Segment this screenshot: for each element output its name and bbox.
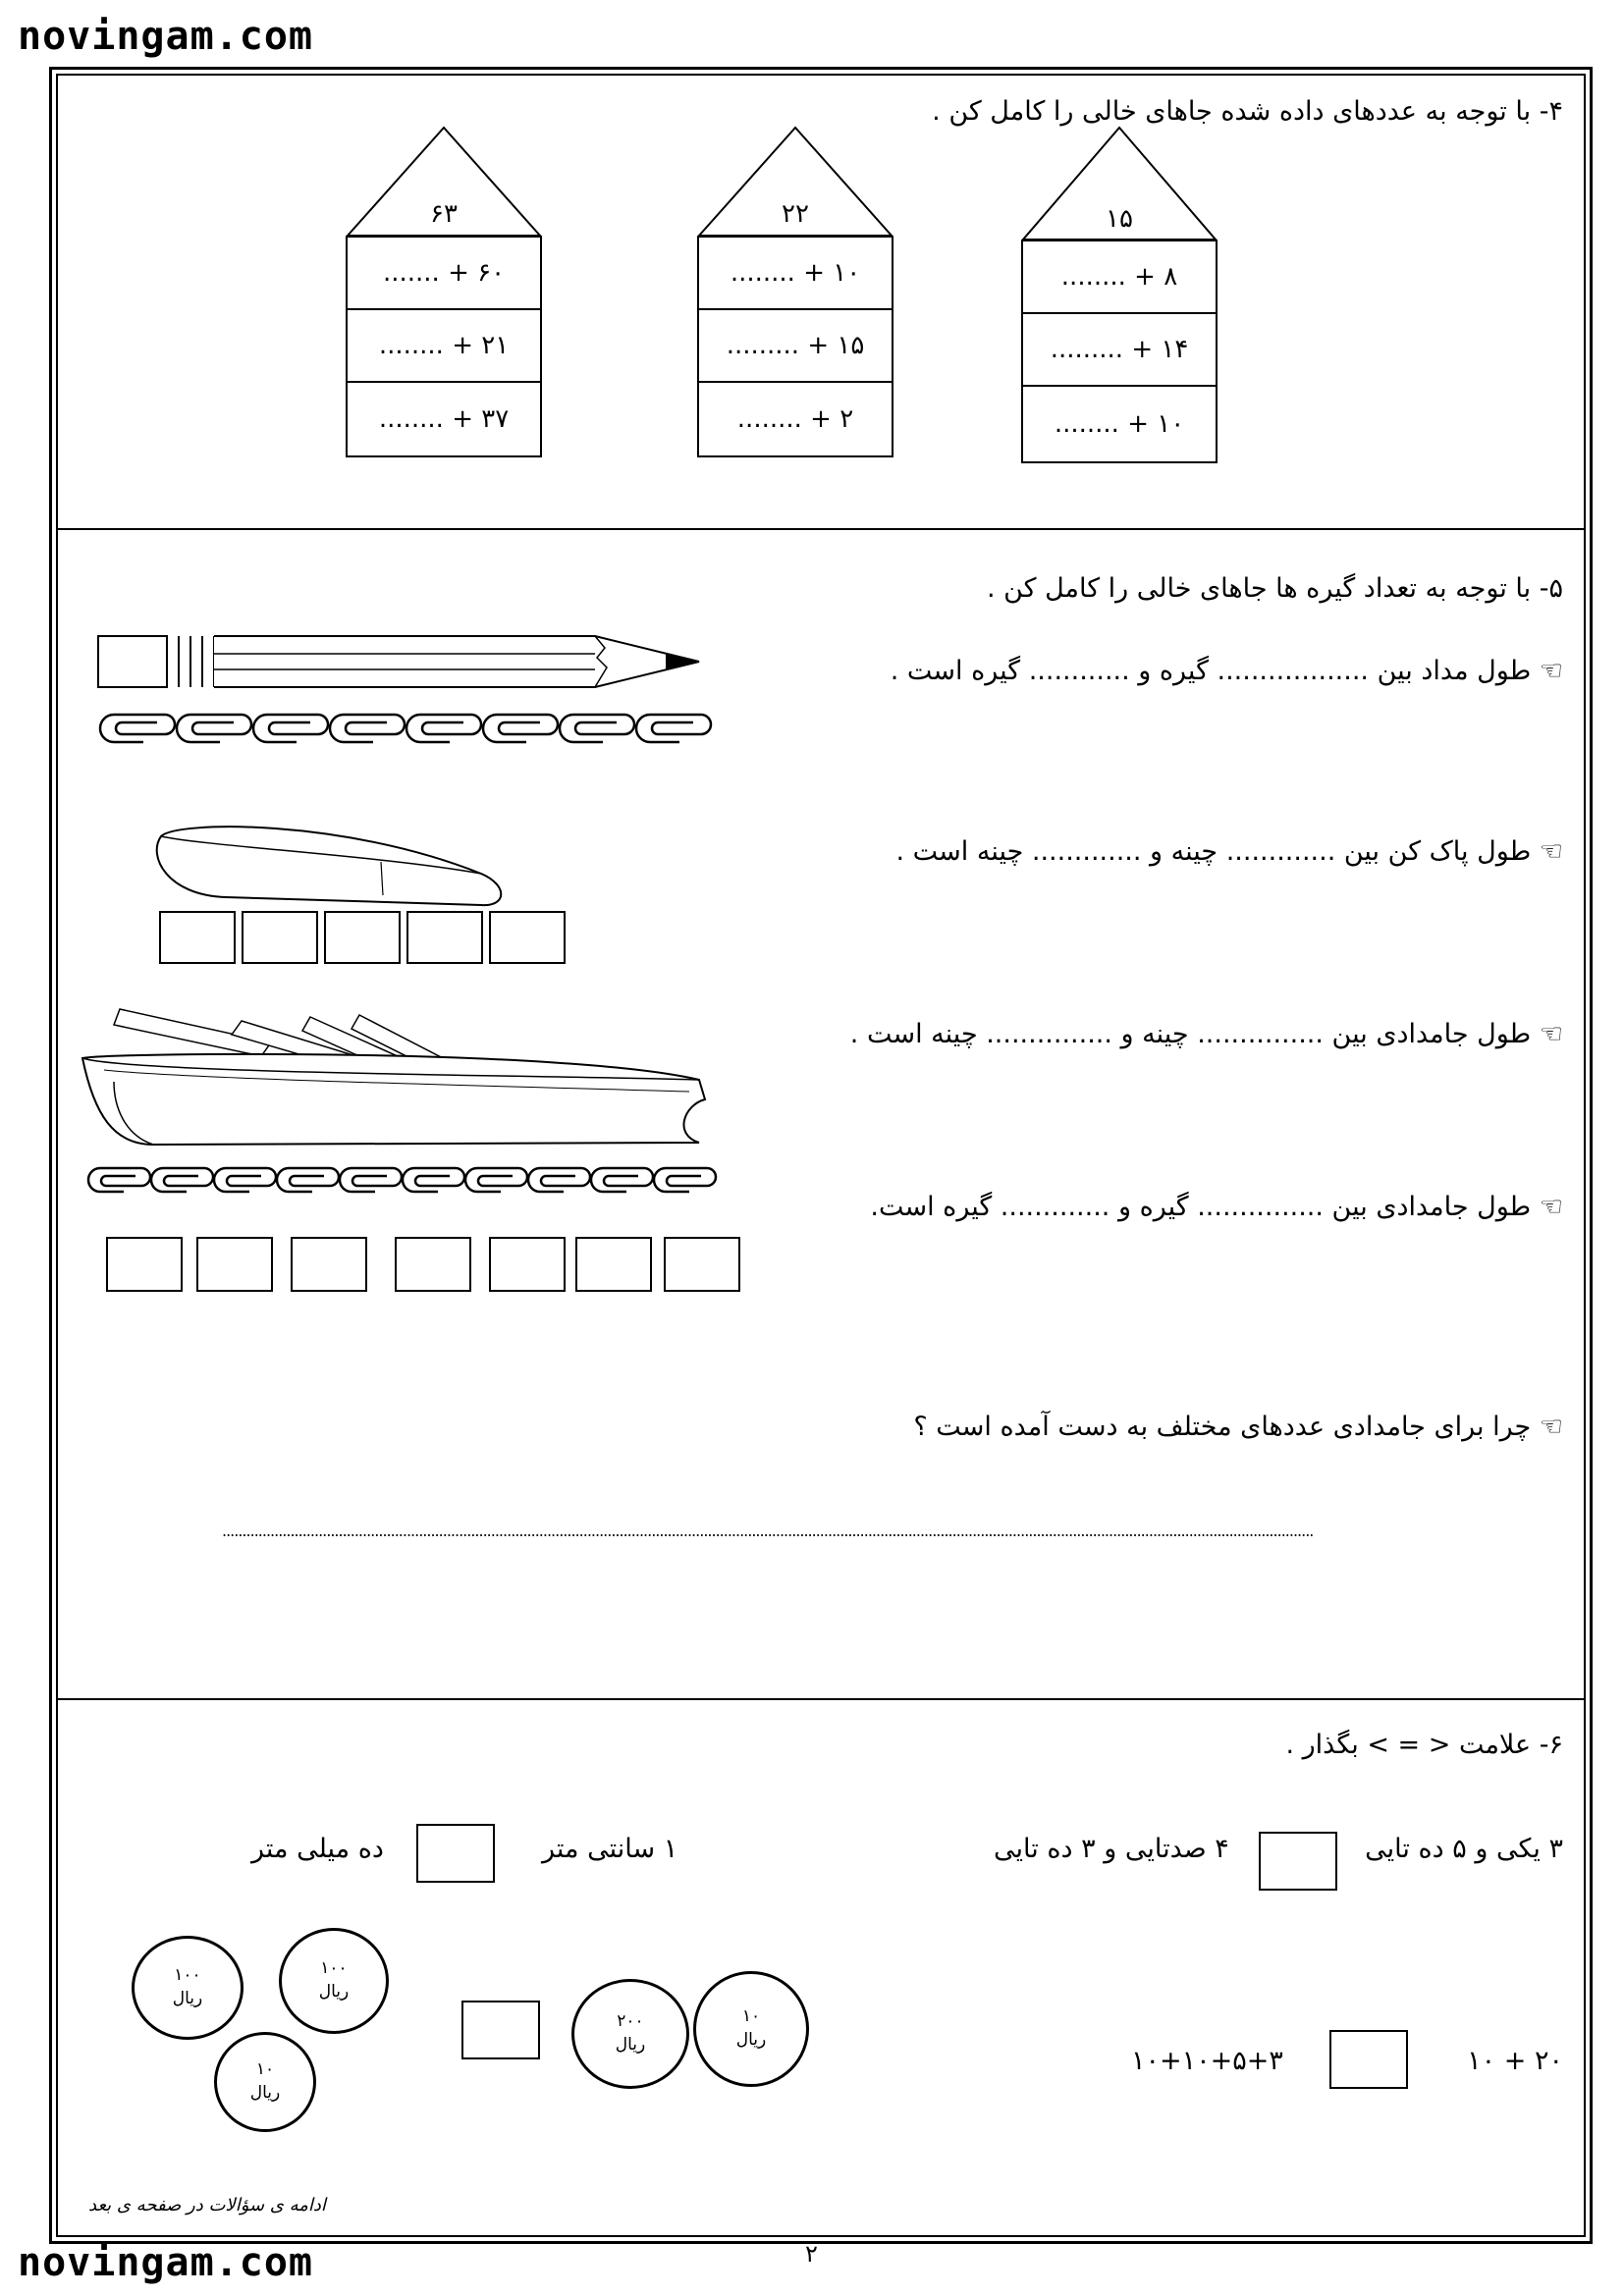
coin: ۱۰ ریال (214, 2032, 316, 2132)
house-row[interactable]: ۱۵ + ......... (697, 308, 893, 383)
house-row[interactable]: ۶۰ + ....... (346, 236, 542, 310)
house-row[interactable]: ۲۱ + ........ (346, 308, 542, 383)
pencil-icon (94, 630, 713, 695)
compare-2-right-text: ۱ سانتی متر (542, 1834, 678, 1864)
q4-title: ۴- با توجه به عددهای داده شده جاهای خالی را کامل کن . (932, 96, 1563, 127)
span-box (196, 1237, 273, 1292)
number-house-3 (346, 126, 542, 459)
house-row[interactable]: ۳۷ + ........ (346, 381, 542, 457)
q5-line-eraser: ☜ طول پاک کن بین ............. چینه و ............. چینه است . (895, 836, 1563, 867)
span-box (489, 1237, 566, 1292)
span-box (324, 911, 401, 964)
answer-line[interactable]: ................................................................................................................................................................................................................................................................................ (222, 1522, 1314, 1540)
span-box (575, 1237, 652, 1292)
coin: ۱۰۰ ریال (132, 1936, 244, 2040)
watermark-bottom: novingam.com (18, 2240, 313, 2285)
pointing-hand-icon: ☜ (1539, 1192, 1563, 1222)
continued-note: ادامه ی سؤالات در صفحه ی بعد (88, 2195, 326, 2216)
eraser-icon (147, 817, 520, 911)
span-box (406, 911, 483, 964)
compare-3-left-text: ۱۰+۱۰+۵+۳ (1131, 2046, 1283, 2076)
paper-clips-row-2 (84, 1154, 723, 1200)
compare-1-left-text: ۴ صدتایی و ۳ ده تایی (994, 1834, 1229, 1864)
span-box (242, 911, 318, 964)
number-house-2 (697, 126, 893, 459)
pointing-hand-icon: ☜ (1539, 1412, 1563, 1442)
coin: ۱۰ ریال (693, 1971, 809, 2087)
house-roof-number: ۱۵ (1106, 204, 1133, 234)
section-divider-1 (56, 528, 1586, 530)
pointing-hand-icon: ☜ (1539, 1019, 1563, 1049)
span-box (159, 911, 236, 964)
pointing-hand-icon: ☜ (1539, 656, 1563, 686)
house-row[interactable]: ۱۴ + ......... (1021, 312, 1218, 387)
span-box (664, 1237, 740, 1292)
watermark-top: novingam.com (18, 14, 313, 59)
q5-line-pencilcase-spans: ☜ طول جامدادی بین ............... چینه و ............... چینه است . (849, 1019, 1563, 1049)
span-box (395, 1237, 471, 1292)
compare-2-left-text: ده میلی متر (251, 1834, 384, 1864)
section-divider-2 (56, 1698, 1586, 1700)
number-house-1 (1021, 126, 1218, 464)
compare-box[interactable] (416, 1824, 495, 1883)
page-number: ۲ (805, 2240, 818, 2268)
pointing-hand-icon: ☜ (1539, 836, 1563, 867)
house-row[interactable]: ۲ + ........ (697, 381, 893, 457)
span-box (489, 911, 566, 964)
compare-box[interactable] (1329, 2030, 1408, 2089)
pencil-case-icon (75, 997, 713, 1154)
compare-1-right-text: ۳ یکی و ۵ ده تایی (1365, 1834, 1563, 1864)
q5-title: ۵- با توجه به تعداد گیره ها جاهای خالی را کامل کن . (986, 573, 1563, 604)
house-row[interactable]: ۱۰ + ........ (1021, 385, 1218, 463)
house-roof-number: ۶۳ (430, 199, 458, 229)
q6-title: ۶- علامت < = > بگذار . (1285, 1730, 1563, 1760)
house-roof-number: ۲۲ (782, 199, 809, 229)
span-box (291, 1237, 367, 1292)
compare-box[interactable] (1259, 1832, 1337, 1891)
compare-box[interactable] (461, 2001, 540, 2059)
coin: ۲۰۰ ریال (571, 1979, 689, 2089)
house-row[interactable]: ۱۰ + ........ (697, 236, 893, 310)
span-box (106, 1237, 183, 1292)
house-row[interactable]: ۸ + ........ (1021, 240, 1218, 314)
q5-line-question: ☜ چرا برای جامدادی عددهای مختلف به دست آمده است ؟ (913, 1412, 1563, 1442)
paper-clips-row-1 (94, 703, 713, 748)
coin: ۱۰۰ ریال (279, 1928, 389, 2034)
q5-line-pencil: ☜ طول مداد بین .................. گیره و ............ گیره است . (890, 656, 1563, 686)
compare-3-right-text: ۲۰ + ۱۰ (1467, 2046, 1563, 2076)
q5-line-pencilcase-clips: ☜ طول جامدادی بین ............... گیره و ............. گیره است. (870, 1192, 1563, 1222)
